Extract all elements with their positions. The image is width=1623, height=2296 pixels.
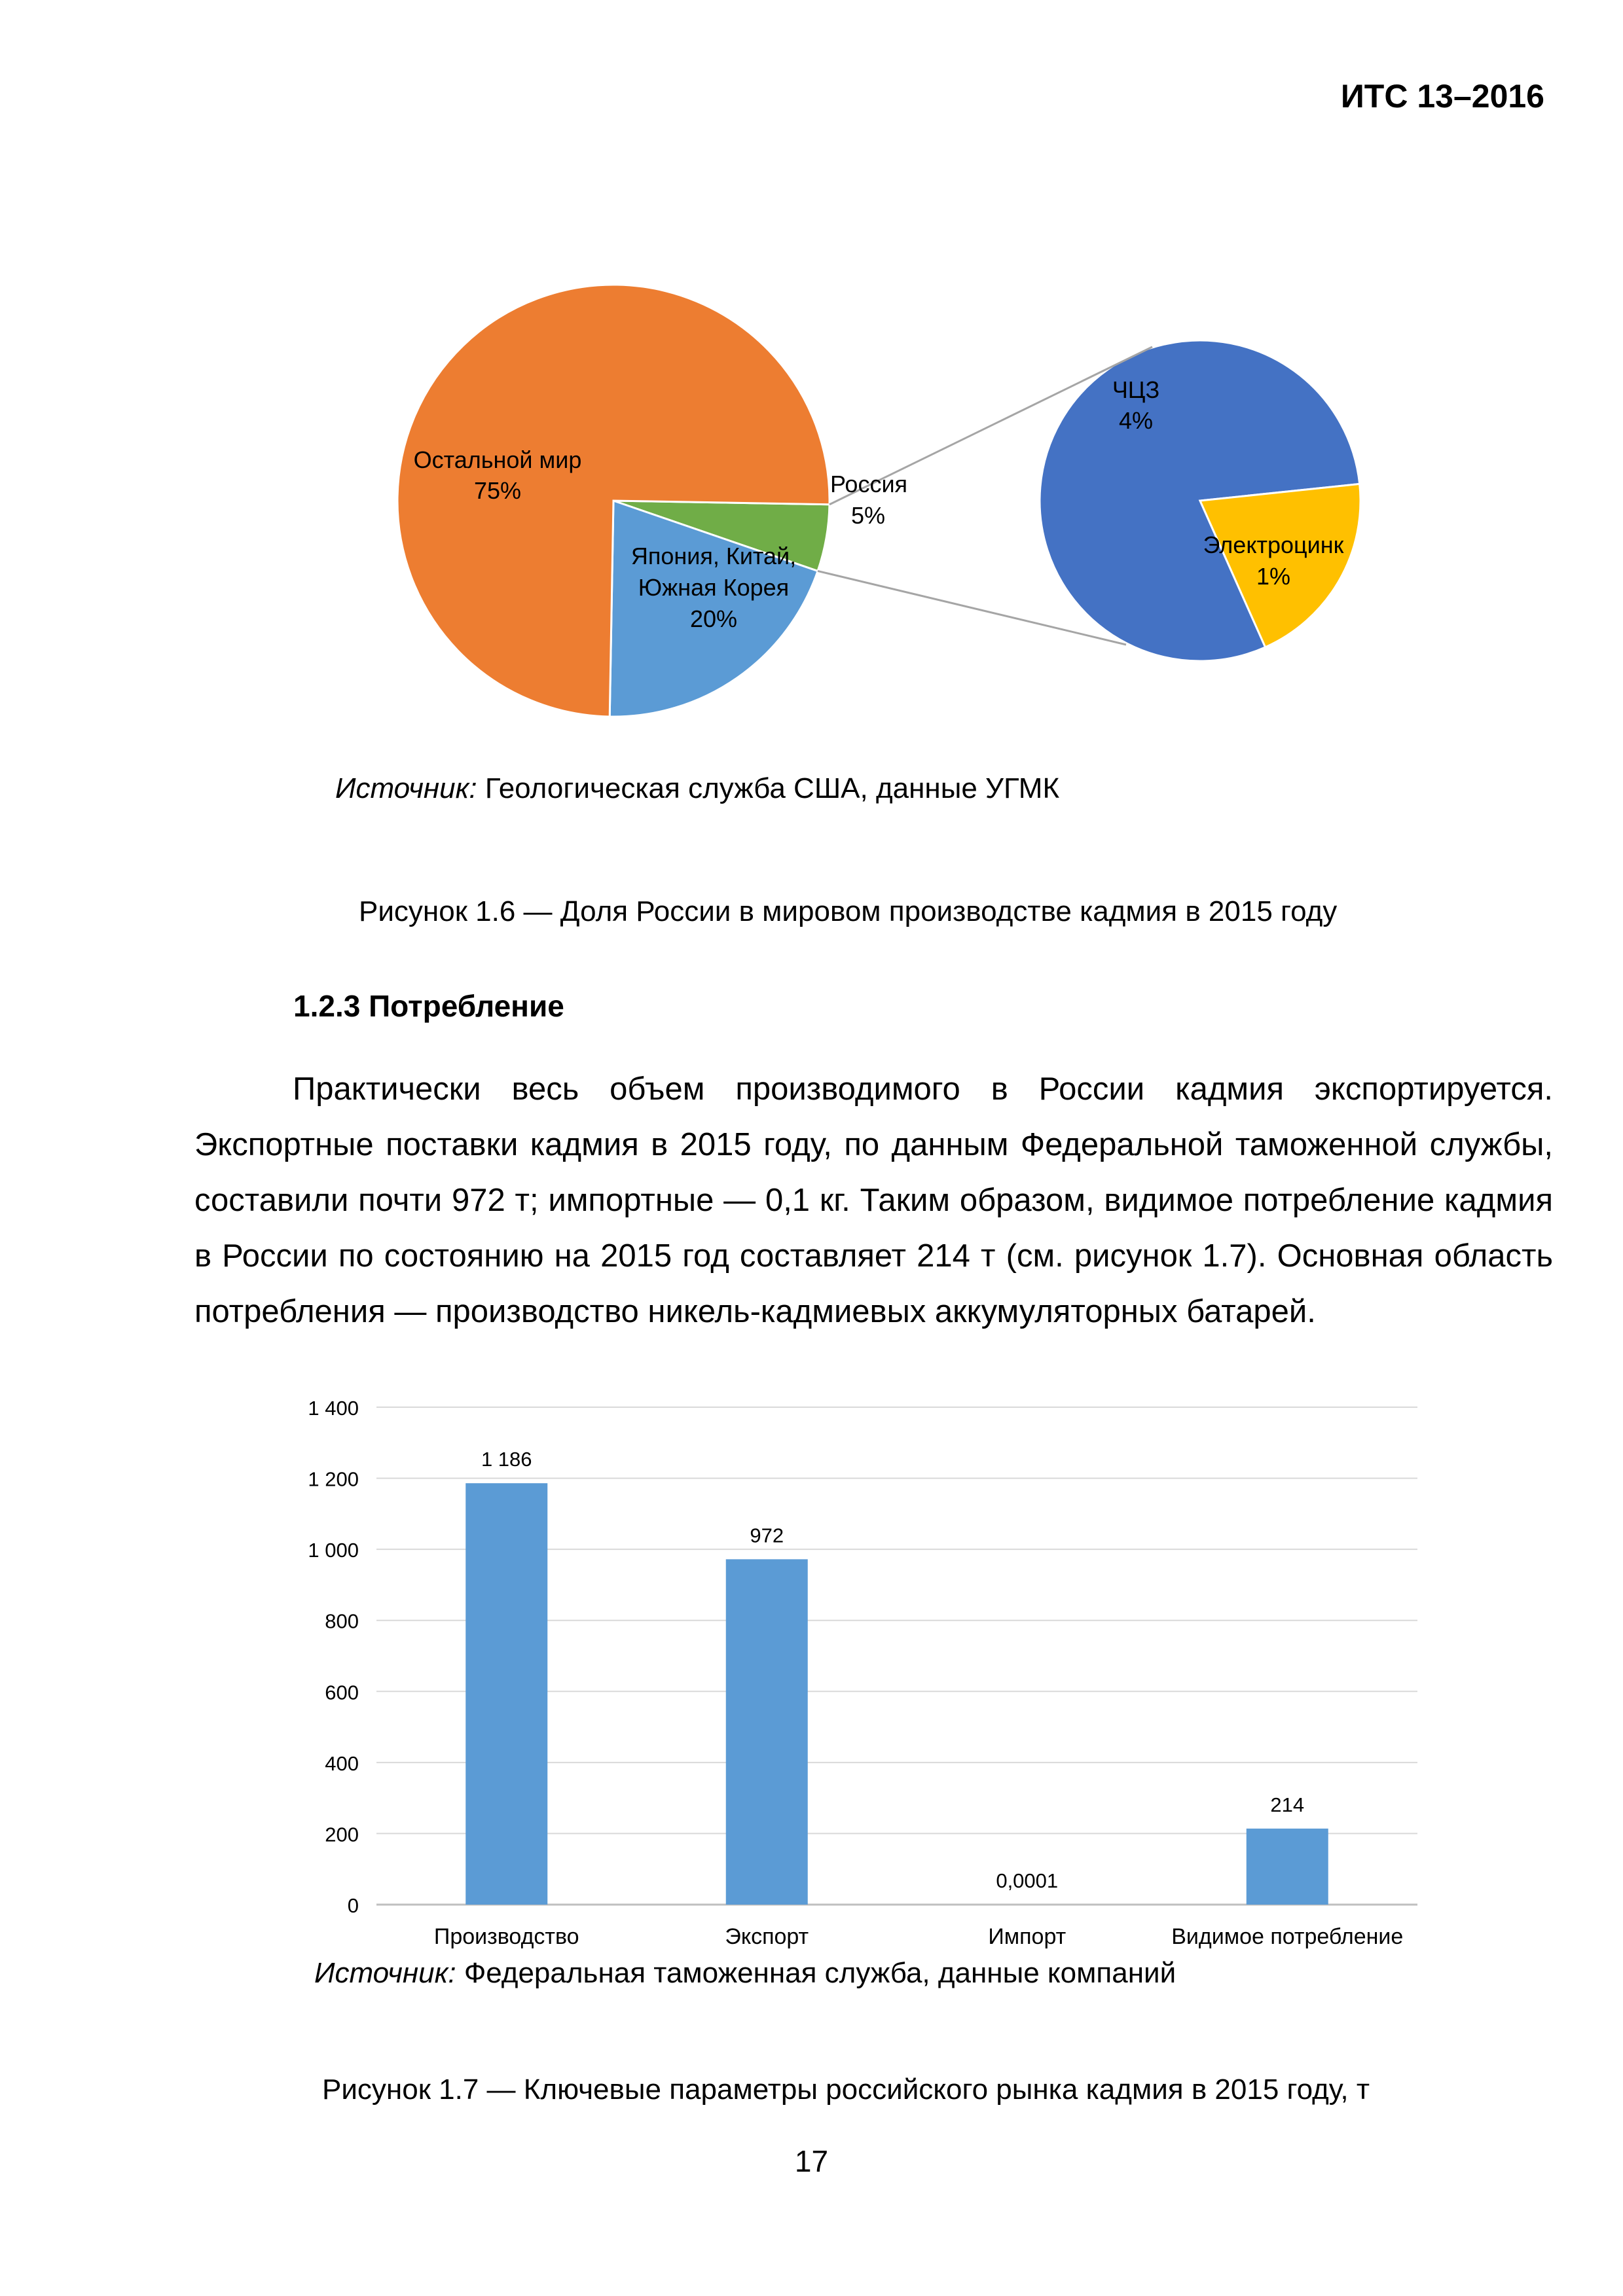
y-tick-label: 200	[325, 1823, 359, 1846]
bar-chart-y-ticks	[308, 1397, 359, 1917]
label-asia-line2: Южная Корея	[638, 574, 790, 601]
figure-1-6-source	[335, 772, 1059, 805]
y-tick-label: 1 400	[308, 1397, 359, 1420]
page-number: 17	[794, 2144, 829, 2178]
bar-value-label: 214	[1270, 1793, 1305, 1816]
bar-value-label: 0,0001	[996, 1869, 1059, 1892]
y-tick-label: 800	[325, 1609, 359, 1633]
bar-value-label: 1 186	[481, 1448, 532, 1471]
detail-pie	[1040, 340, 1360, 661]
source-text: Федеральная таможенная служба, данные компаний	[456, 1957, 1176, 1989]
label-electrozinc-value: 1%	[1256, 563, 1291, 590]
bar-chart	[0, 1348, 1623, 1950]
y-tick-label: 1 200	[308, 1467, 359, 1491]
bar-chart-value-labels	[481, 1448, 1304, 1892]
source-text: Геологическая служба США, данные УГМК	[477, 772, 1060, 804]
bar-chart-x-ticks	[434, 1924, 1403, 1949]
bar	[465, 1483, 547, 1905]
bar-value-label: 972	[750, 1524, 784, 1547]
y-tick-label: 0	[347, 1894, 359, 1917]
figure-1-7-source	[314, 1957, 1176, 1990]
bar	[1247, 1829, 1328, 1905]
main-pie	[397, 285, 830, 717]
section-heading: 1.2.3 Потребление	[293, 989, 564, 1023]
label-asia-line1: Япония, Китай,	[630, 543, 797, 569]
label-russia: Россия	[830, 471, 908, 497]
label-asia-value: 20%	[689, 605, 738, 632]
figure-1-7-caption: Рисунок 1.7 — Ключевые параметры российского рынка кадмия в 2015 году, т	[322, 2073, 1370, 2106]
pie-of-pie-chart	[0, 0, 1623, 772]
bar	[726, 1559, 808, 1905]
figure-1-6-caption: Рисунок 1.6 — Доля России в мировом производстве кадмия в 2015 году	[359, 895, 1338, 927]
source-label: Источник:	[314, 1957, 456, 1989]
x-tick-label: Производство	[433, 1924, 579, 1949]
document-code: ИТС 13–2016	[1340, 78, 1544, 115]
y-tick-label: 600	[325, 1681, 359, 1704]
label-chcz-value: 4%	[1118, 407, 1154, 434]
label-russia-value: 5%	[851, 502, 886, 529]
y-tick-label: 1 000	[308, 1539, 359, 1562]
y-tick-label: 400	[325, 1751, 359, 1775]
x-tick-label: Экспорт	[725, 1924, 809, 1949]
body-paragraph: Практически весь объем производимого в России кадмия экспортируется. Экспортные поставки кадмия в 2015 году, по данным Федеральной таможенной службы, составили почти 972 т; импортные — 0,1 кг. Таким образом, видимое потребление кадмия в России по состоянию на 2015 год составляет 214 т (см. рисунок 1.7). Основная область потребления — производство никель-кадмиевых аккумуляторных батарей.	[194, 1071, 1553, 1329]
label-rest-of-world: Остальной мир	[413, 446, 582, 473]
x-tick-label: Импорт	[988, 1924, 1067, 1949]
label-electrozinc: Электроцинк	[1203, 531, 1344, 558]
label-rest-of-world-value: 75%	[473, 477, 522, 504]
bar-chart-bars	[465, 1483, 1328, 1905]
source-label: Источник:	[335, 772, 477, 804]
label-chcz: ЧЦЗ	[1112, 376, 1160, 403]
x-tick-label: Видимое потребление	[1171, 1924, 1404, 1949]
